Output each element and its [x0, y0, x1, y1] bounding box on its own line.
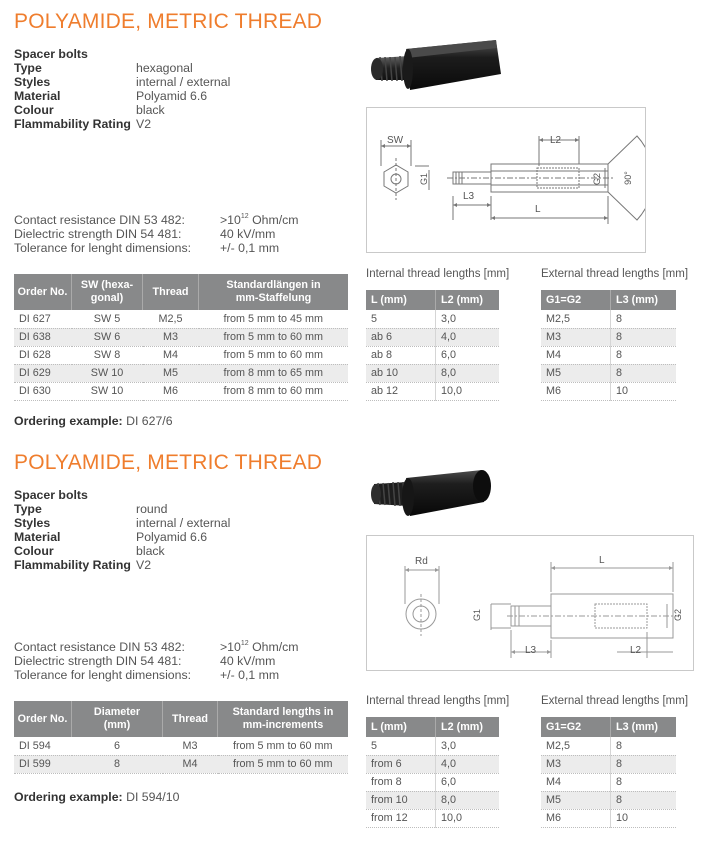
spec-label: Type [14, 61, 42, 75]
section-2-specs [14, 489, 344, 579]
spec-label: Flammability Rating [14, 558, 131, 572]
table-row [366, 364, 499, 382]
spec-row [14, 503, 344, 517]
table-cell: SW 6 [72, 328, 143, 346]
col-header: Diameter (mm) [72, 701, 163, 737]
spec-label: Colour [14, 544, 54, 558]
property-label: Tolerance for lenght dimensions: [14, 241, 192, 255]
spec-row [14, 62, 344, 76]
table-cell: M6 [541, 382, 611, 400]
table-cell: M6 [541, 809, 611, 827]
external-thread-table [541, 717, 676, 828]
external-caption: External thread lengths [mm] [541, 695, 689, 707]
table-cell: from 8 mm to 60 mm [199, 382, 349, 400]
property-label: Contact resistance DIN 53 482: [14, 213, 185, 227]
col-header: SW (hexa- gonal) [72, 274, 143, 310]
table-row [366, 791, 499, 809]
col-header: Order No. [14, 701, 72, 737]
spec-value: hexagonal [136, 61, 193, 75]
round-spacer-bolt-image [368, 466, 496, 520]
table-cell: M4 [541, 346, 611, 364]
table-row [541, 755, 676, 773]
section-1-specs [14, 48, 344, 138]
property-value: 40 kV/mm [220, 227, 276, 241]
table-row [541, 382, 676, 400]
table-cell: M3 [541, 328, 611, 346]
table-row [14, 737, 348, 755]
col-header: G1=G2 [541, 717, 611, 737]
table-row [366, 773, 499, 791]
table-header-row [14, 701, 348, 737]
property-row [14, 241, 354, 255]
table-cell: M5 [541, 791, 611, 809]
table-cell: M2,5 [541, 310, 611, 328]
table-cell: 3,0 [436, 310, 500, 328]
spec-row [14, 517, 344, 531]
table-cell: from 6 [366, 755, 436, 773]
table-row [14, 382, 348, 400]
table-cell: 10,0 [436, 809, 500, 827]
table-cell: from 8 mm to 65 mm [199, 364, 349, 382]
table-cell: from 5 mm to 60 mm [218, 755, 349, 773]
table-cell: 8,0 [436, 364, 500, 382]
table-cell: 6 [72, 737, 163, 755]
internal-caption: Internal thread lengths [mm] [366, 695, 510, 707]
table-cell: SW 10 [72, 364, 143, 382]
table-cell: 10 [611, 809, 677, 827]
table-row [14, 310, 348, 328]
table-cell: 8 [611, 791, 677, 809]
table-cell: from 5 mm to 60 mm [199, 346, 349, 364]
table-row [541, 809, 676, 827]
table-cell: DI 630 [14, 382, 72, 400]
spec-value: round [136, 502, 168, 516]
property-label: Dielectric strength DIN 54 481: [14, 654, 182, 668]
spec-label: Flammability Rating [14, 117, 131, 131]
table-header-row [366, 290, 499, 310]
table-cell: from 10 [366, 791, 436, 809]
dim-angle: 90° [622, 171, 633, 185]
col-header: Order No. [14, 274, 72, 310]
spec-row [14, 559, 344, 573]
col-header: Standardlängen in mm-Staffelung [199, 274, 349, 310]
property-row [14, 654, 354, 668]
table-cell: 8 [611, 310, 677, 328]
property-row [14, 227, 354, 241]
table-header-row [541, 717, 676, 737]
table-row [14, 364, 348, 382]
property-value: $>10^{12}$ Ohm/cm [220, 213, 299, 227]
property-value: $>10^{12}$ Ohm/cm [220, 640, 299, 654]
spec-value: black [136, 103, 165, 117]
table-cell: M2,5 [143, 310, 199, 328]
table-cell: M3 [541, 755, 611, 773]
table-row [366, 328, 499, 346]
section-1-properties [14, 213, 354, 255]
col-header: Thread [143, 274, 199, 310]
table-cell: 10 [611, 382, 677, 400]
dim-l: L [535, 204, 541, 215]
table-row [366, 755, 499, 773]
table-cell: M4 [143, 346, 199, 364]
table-cell: from 5 mm to 45 mm [199, 310, 349, 328]
table-cell: 6,0 [436, 346, 500, 364]
table-cell: 3,0 [436, 737, 500, 755]
col-header: L3 (mm) [611, 717, 677, 737]
table-row [541, 346, 676, 364]
table-cell: DI 638 [14, 328, 72, 346]
ordering-example: Ordering example: DI 594/10 [14, 790, 180, 804]
table-row [14, 346, 348, 364]
round-technical-drawing [366, 535, 694, 671]
table-cell: 5 [366, 310, 436, 328]
property-row [14, 640, 354, 654]
spec-row [14, 90, 344, 104]
internal-thread-table [366, 717, 499, 828]
table-row [366, 346, 499, 364]
spec-row [14, 118, 344, 132]
table-cell: M3 [163, 737, 218, 755]
col-header: Thread [163, 701, 218, 737]
table-cell: 8 [611, 755, 677, 773]
property-label: Contact resistance DIN 53 482: [14, 640, 185, 654]
table-cell: 6,0 [436, 773, 500, 791]
table-header-row [541, 290, 676, 310]
table-row [541, 791, 676, 809]
table-cell: SW 8 [72, 346, 143, 364]
table-cell: M4 [163, 755, 218, 773]
table-cell: M2,5 [541, 737, 611, 755]
dim-l2: L2 [550, 135, 562, 146]
spec-label: Material [14, 530, 61, 544]
spec-row [14, 104, 344, 118]
spec-row [14, 76, 344, 90]
spec-value: V2 [136, 558, 152, 572]
table-row [541, 328, 676, 346]
spec-label: Material [14, 89, 61, 103]
table-cell: M6 [143, 382, 199, 400]
spec-label: Styles [14, 75, 51, 89]
table-cell: ab 6 [366, 328, 436, 346]
table-row [366, 310, 499, 328]
table-cell: from 5 mm to 60 mm [218, 737, 349, 755]
table-cell: DI 599 [14, 755, 72, 773]
property-value: 40 kV/mm [220, 654, 276, 668]
table-cell: 8 [611, 364, 677, 382]
table-cell: from 8 [366, 773, 436, 791]
property-value: +/- 0,1 mm [220, 668, 280, 682]
spec-label: Styles [14, 516, 51, 530]
table-cell: 8 [611, 328, 677, 346]
table-row [14, 328, 348, 346]
property-label: Tolerance for lenght dimensions: [14, 668, 192, 682]
table-cell: 8,0 [436, 791, 500, 809]
table-cell: ab 12 [366, 382, 436, 400]
table-cell: DI 627 [14, 310, 72, 328]
table-row [366, 809, 499, 827]
ordering-example: Ordering example: DI 627/6 [14, 414, 173, 428]
table-cell: SW 5 [72, 310, 143, 328]
dim-g1: G1 [419, 172, 430, 186]
spec-value: Polyamid 6.6 [136, 530, 208, 544]
table-cell: DI 628 [14, 346, 72, 364]
section-2-title: POLYAMIDE, METRIC THREAD [14, 451, 323, 474]
spec-label: Spacer bolts [14, 488, 88, 502]
spec-value: internal / external [136, 75, 231, 89]
dim-sw: SW [387, 135, 404, 146]
dim-l2: L2 [630, 645, 642, 656]
table-cell: from 5 mm to 60 mm [199, 328, 349, 346]
dim-l: L [599, 555, 605, 566]
external-thread-table [541, 290, 676, 401]
table-header-row [366, 717, 499, 737]
table-cell: M3 [143, 328, 199, 346]
internal-thread-table [366, 290, 499, 401]
dim-l3: L3 [463, 191, 475, 202]
table-row [541, 310, 676, 328]
table-cell: 8 [611, 773, 677, 791]
spec-label: Spacer bolts [14, 47, 88, 61]
table-row [541, 364, 676, 382]
table-cell: from 12 [366, 809, 436, 827]
table-row [14, 755, 348, 773]
dim-g2: G2 [673, 608, 684, 622]
spec-row [14, 489, 344, 503]
dim-l3: L3 [525, 645, 537, 656]
table-cell: 4,0 [436, 755, 500, 773]
section-2-properties [14, 640, 354, 682]
spec-row [14, 48, 344, 62]
table-cell: M5 [143, 364, 199, 382]
table-cell: 8 [611, 346, 677, 364]
hex-order-table [14, 274, 348, 401]
table-cell: 4,0 [436, 328, 500, 346]
table-row [366, 382, 499, 400]
table-cell: 5 [366, 737, 436, 755]
col-header: G1=G2 [541, 290, 611, 310]
hex-technical-drawing [366, 107, 646, 253]
external-caption: External thread lengths [mm] [541, 268, 689, 280]
dim-g1: G1 [472, 608, 483, 622]
spec-value: V2 [136, 117, 152, 131]
table-cell: M4 [541, 773, 611, 791]
table-cell: DI 594 [14, 737, 72, 755]
round-order-table [14, 701, 348, 774]
table-cell: 8 [72, 755, 163, 773]
table-cell: SW 10 [72, 382, 143, 400]
col-header: L2 (mm) [436, 717, 500, 737]
hex-spacer-bolt-image [362, 36, 507, 96]
internal-caption: Internal thread lengths [mm] [366, 268, 510, 280]
spec-label: Type [14, 502, 42, 516]
table-row [366, 737, 499, 755]
table-cell: M5 [541, 364, 611, 382]
col-header: Standard lengths in mm-increments [218, 701, 349, 737]
spec-label: Colour [14, 103, 54, 117]
table-cell: ab 8 [366, 346, 436, 364]
table-cell: 10,0 [436, 382, 500, 400]
spec-value: Polyamid 6.6 [136, 89, 208, 103]
spec-value: internal / external [136, 516, 231, 530]
table-row [541, 737, 676, 755]
property-row [14, 213, 354, 227]
col-header: L (mm) [366, 290, 436, 310]
property-label: Dielectric strength DIN 54 481: [14, 227, 182, 241]
col-header: L3 (mm) [611, 290, 677, 310]
property-value: +/- 0,1 mm [220, 241, 280, 255]
section-1-title: POLYAMIDE, METRIC THREAD [14, 10, 323, 33]
table-header-row [14, 274, 348, 310]
col-header: L2 (mm) [436, 290, 500, 310]
table-cell: DI 629 [14, 364, 72, 382]
property-row [14, 668, 354, 682]
spec-row [14, 531, 344, 545]
spec-row [14, 545, 344, 559]
col-header: L (mm) [366, 717, 436, 737]
table-row [541, 773, 676, 791]
spec-value: black [136, 544, 165, 558]
dim-rd: Rd [415, 556, 428, 567]
table-cell: ab 10 [366, 364, 436, 382]
table-cell: 8 [611, 737, 677, 755]
hex-drawing-svg [367, 108, 645, 252]
dim-g2: G2 [592, 172, 603, 186]
